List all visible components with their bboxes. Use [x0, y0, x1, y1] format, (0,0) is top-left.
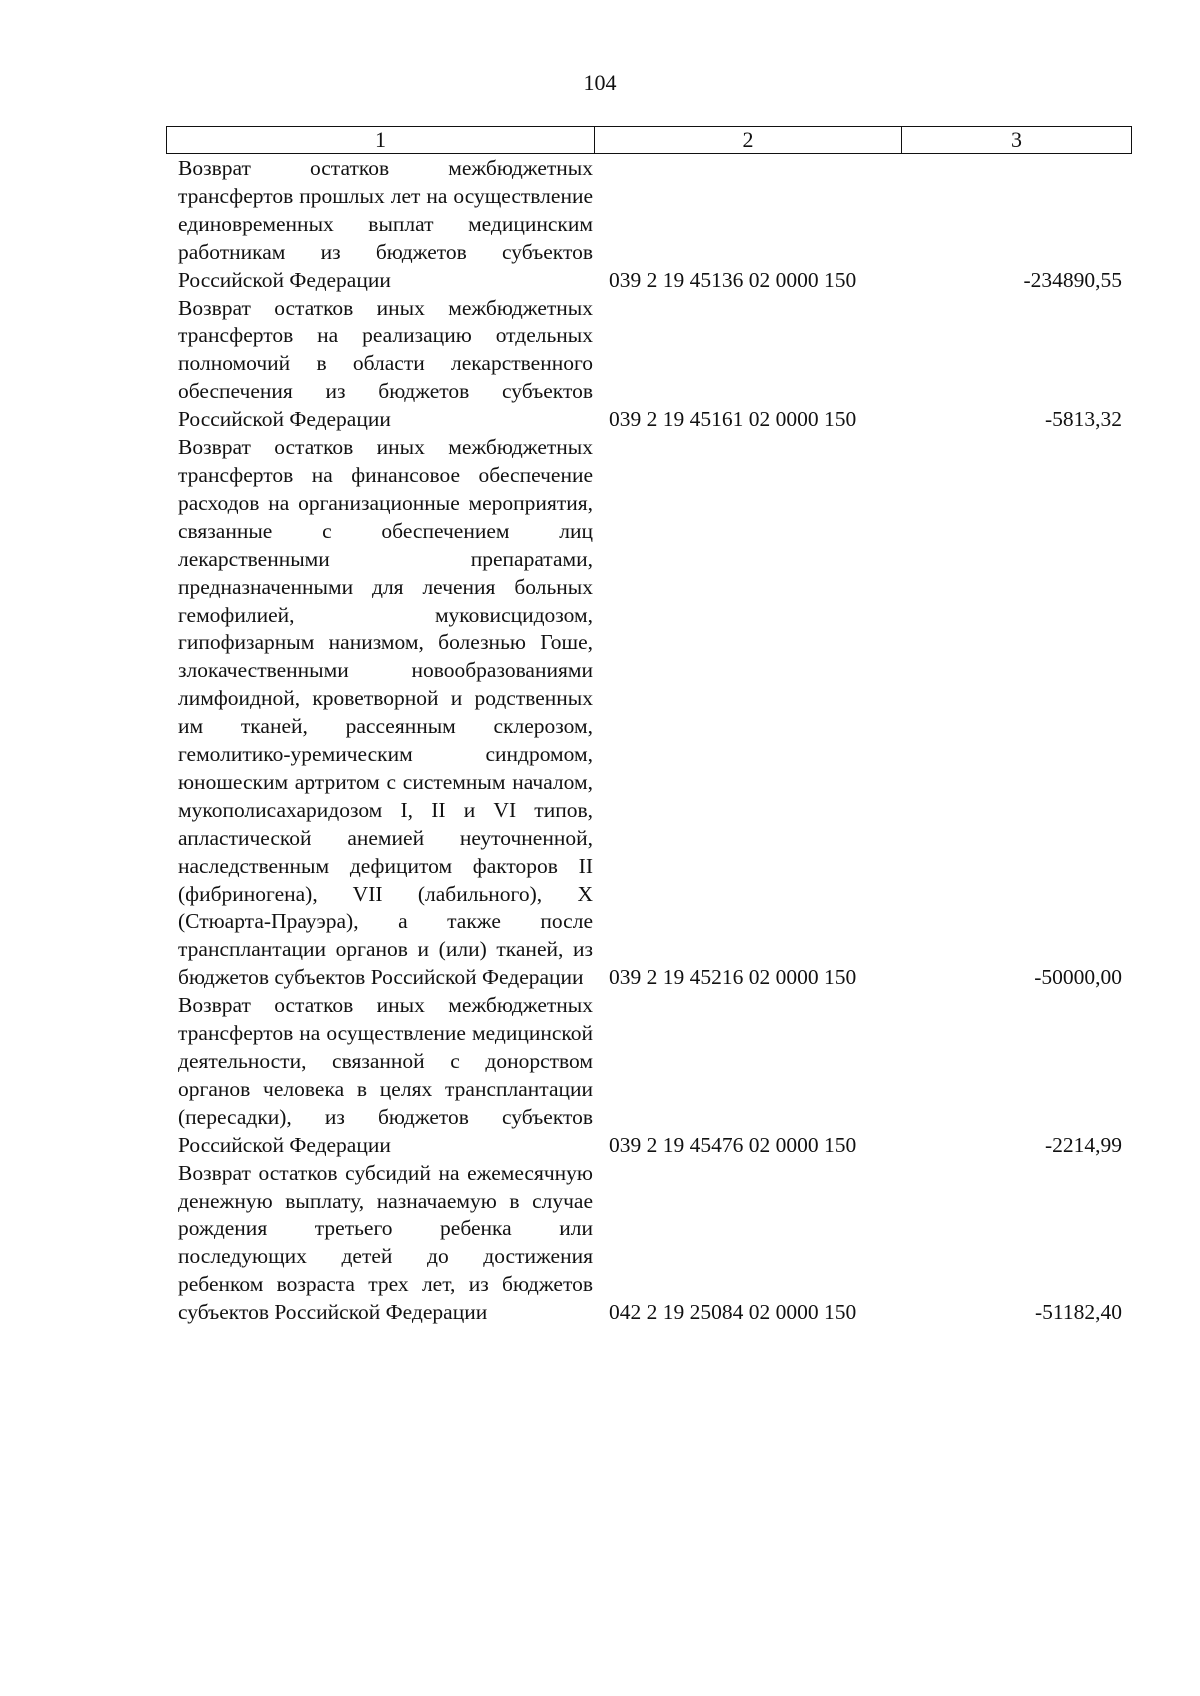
table-body — [166, 155, 1132, 1327]
row-amount: -51182,40 — [1035, 1300, 1122, 1325]
row-code: 039 2 19 45161 02 0000 150 — [609, 407, 857, 432]
row-amount: -5813,32 — [1044, 407, 1122, 432]
table-row — [166, 1160, 1132, 1327]
row-code: 039 2 19 45136 02 0000 150 — [609, 267, 857, 292]
row-amount: -50000,00 — [1034, 965, 1122, 990]
header-col-1: 1 — [167, 127, 595, 153]
row-code: 042 2 19 25084 02 0000 150 — [609, 1300, 857, 1325]
row-code: 039 2 19 45216 02 0000 150 — [609, 965, 857, 990]
row-name: Возврат остатков иных межбюджетных трансфертов на финансовое обеспечение расходов на организационные мероприятия, связанные с обеспечением лиц лекарственными препаратами, предназначенными для лечения больных гемофилией, муковисцидозом, гипофизарным нанизмом, болезнью Гоше, злокачественными новообразованиями лимфоидной, кроветворной и родственных им тканей, рассеянным склерозом, гемолитико-уремическим синдромом, юношеским артритом с системным началом, мукополисахаридозом I, II и VI типов, апластической анемией неуточненной, наследственным дефицитом факторов II (фибриногена), VII (лабильного), X (Стюарта-Прауэра), а также после трансплантации органов и (или) тканей, из бюджетов субъектов Российской Федерации — [178, 435, 593, 990]
table-header — [166, 126, 1132, 154]
row-name: Возврат остатков иных межбюджетных трансфертов на реализацию отдельных полномочий в области лекарственного обеспечения из бюджетов субъектов Российской Федерации — [178, 295, 593, 432]
row-name: Возврат остатков иных межбюджетных трансфертов на осуществление медицинской деятельности, связанной с донорством органов человека в целях трансплантации (пересадки), из бюджетов субъектов Российской Федерации — [178, 993, 593, 1157]
header-col-3: 3 — [1011, 127, 1022, 152]
row-name: Возврат остатков межбюджетных трансфертов прошлых лет на осуществление единовременных выплат медицинским работникам из бюджетов субъектов Российской Федерации — [178, 156, 593, 292]
row-amount: -2214,99 — [1044, 1132, 1122, 1157]
table-row — [166, 434, 1132, 992]
header-col-2: 2 — [595, 127, 902, 153]
row-name: Возврат остатков субсидий на ежемесячную денежную выплату, назначаемую в случае рождения третьего ребенка или последующих детей до достижения ребенком возраста трех лет, из бюджетов субъектов Российской Федерации — [178, 1160, 593, 1325]
row-amount: -234890,55 — [1023, 267, 1122, 292]
page-number: 104 — [583, 70, 617, 95]
table-row — [166, 992, 1132, 1159]
table-row — [166, 155, 1132, 295]
row-code: 039 2 19 45476 02 0000 150 — [609, 1132, 857, 1157]
table-row — [166, 295, 1132, 435]
